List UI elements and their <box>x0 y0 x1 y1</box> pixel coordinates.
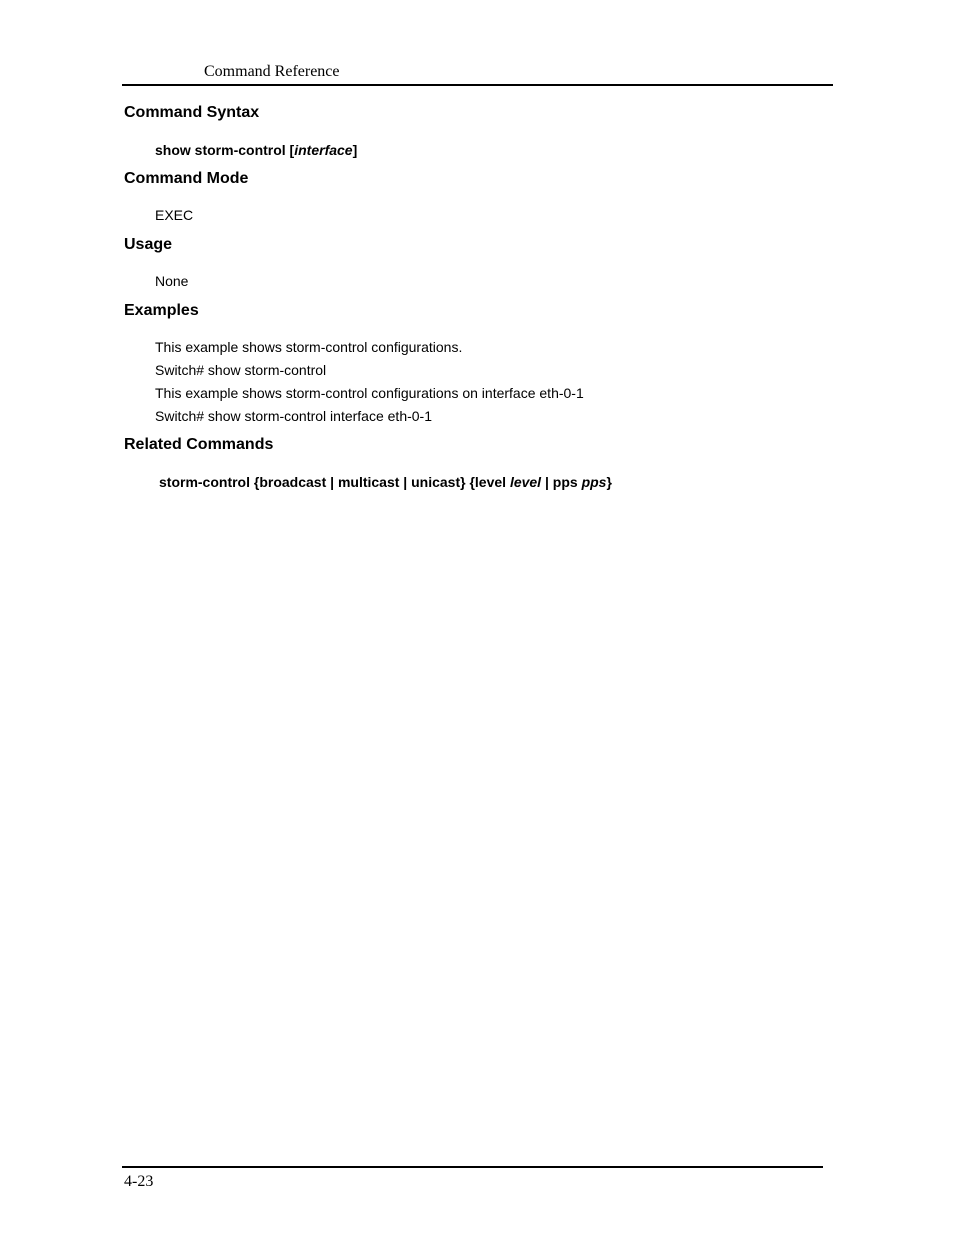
related-command <box>159 473 612 491</box>
example-line: This example shows storm-control configurations on interface eth-0-1 <box>155 385 584 401</box>
related-part-2: | pps <box>541 474 582 490</box>
heading-usage: Usage <box>124 236 173 253</box>
heading-related-commands: Related Commands <box>124 436 274 453</box>
footer-divider <box>122 1166 823 1168</box>
example-line: Switch# show storm-control interface eth-0-1 <box>155 408 432 424</box>
syntax-param: interface <box>294 142 353 158</box>
running-header: Command Reference <box>204 63 340 80</box>
syntax-command <box>155 141 357 159</box>
heading-examples: Examples <box>124 302 199 319</box>
usage-value: None <box>155 273 189 289</box>
example-line: Switch# show storm-control <box>155 362 327 378</box>
syntax-close: ] <box>352 142 358 158</box>
heading-command-mode: Command Mode <box>124 170 249 187</box>
related-part-1: storm-control {broadcast | multicast | unicast} {level <box>159 474 510 490</box>
related-part-3: } <box>606 474 612 490</box>
example-line: This example shows storm-control configurations. <box>155 339 463 355</box>
mode-value: EXEC <box>155 207 194 223</box>
page-number: 4-23 <box>124 1173 154 1190</box>
heading-command-syntax: Command Syntax <box>124 104 260 121</box>
syntax-command-text: show storm-control [ <box>155 142 295 158</box>
related-param-pps: pps <box>581 474 607 490</box>
related-param-level: level <box>509 474 542 490</box>
header-divider <box>122 84 833 86</box>
